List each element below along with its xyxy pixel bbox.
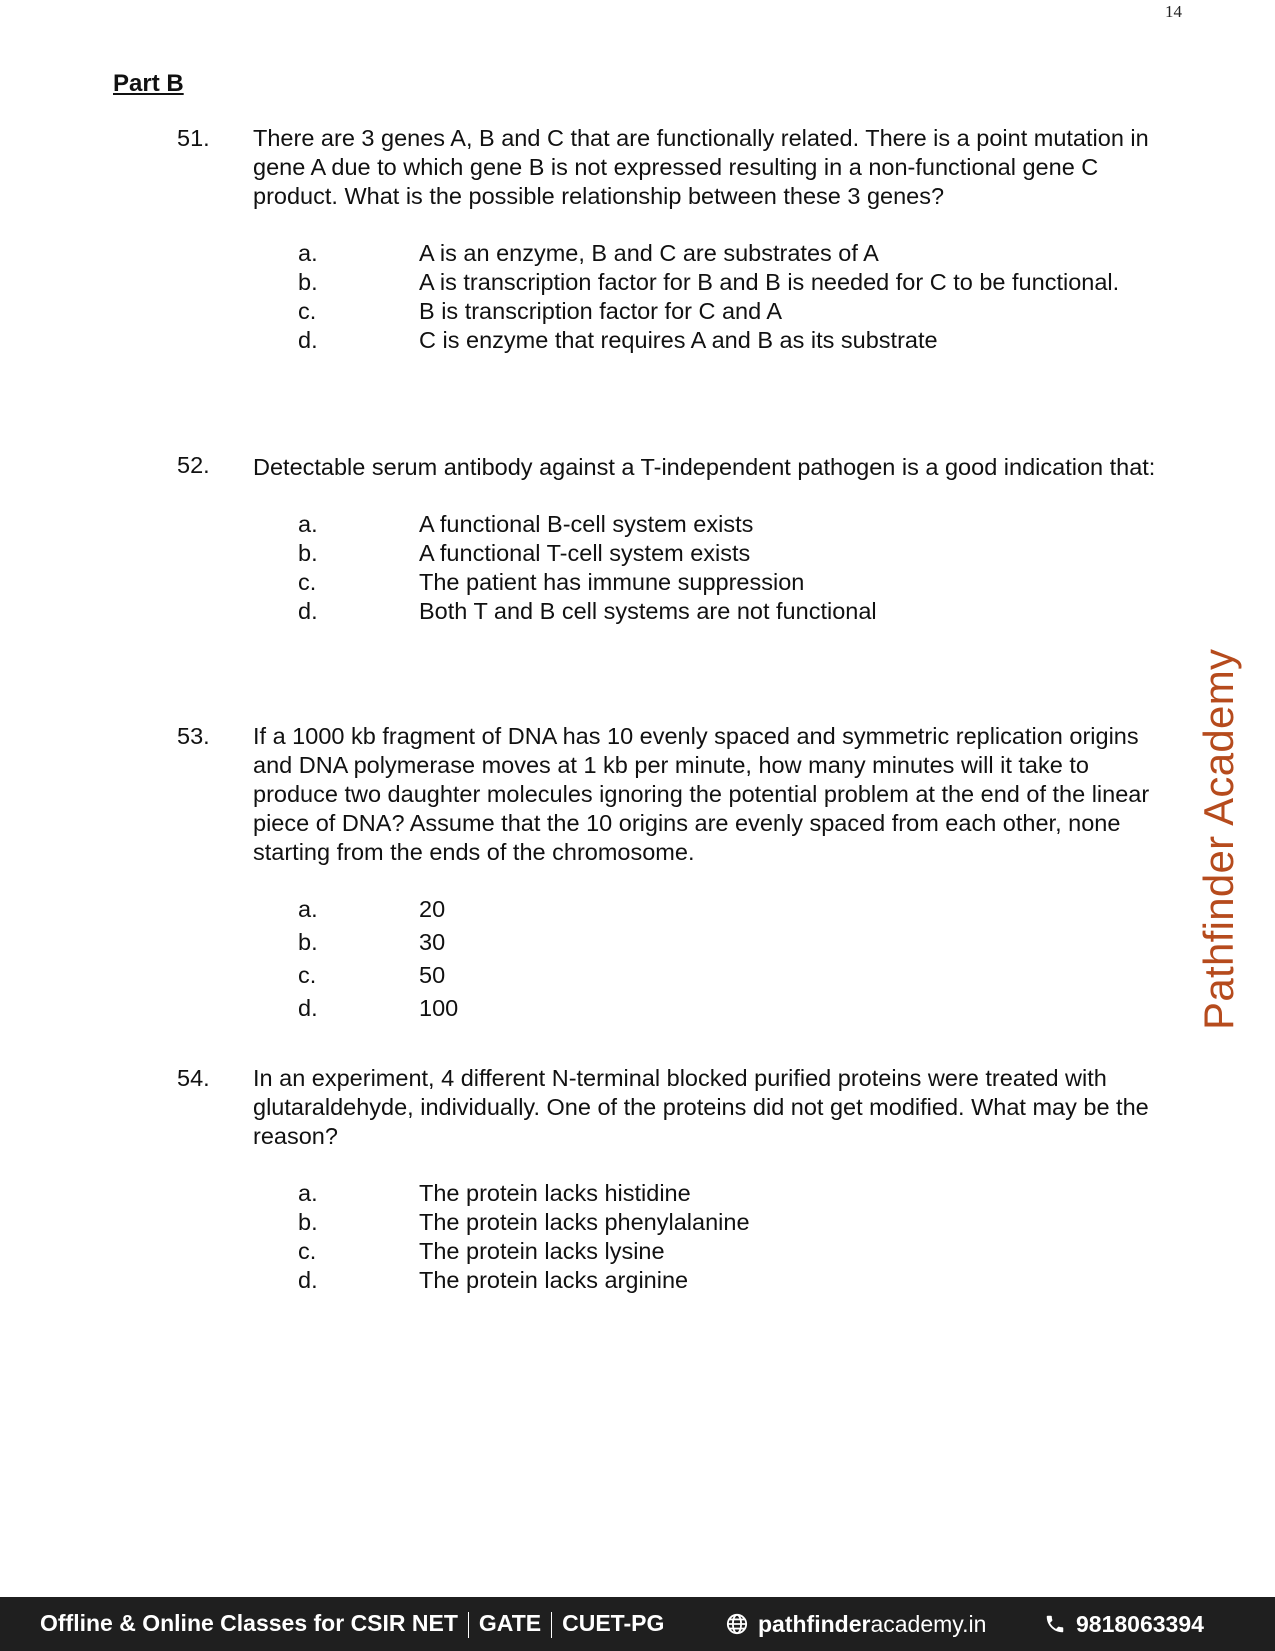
- option: [298, 1208, 1187, 1237]
- divider: [551, 1612, 552, 1638]
- website-domain: academy.in: [870, 1610, 987, 1637]
- footer-website[interactable]: [726, 1611, 986, 1638]
- option: [298, 1266, 1187, 1295]
- option-letter: a.: [298, 511, 318, 537]
- phone-icon: [1044, 1613, 1066, 1635]
- section-heading: Part B: [113, 70, 184, 97]
- option-letter: d.: [298, 598, 318, 624]
- option: [298, 597, 1187, 626]
- option: [298, 926, 1187, 959]
- tagline-csir: Offline & Online Classes for CSIR NET: [40, 1610, 458, 1637]
- option-letter: c.: [298, 298, 317, 324]
- option: [298, 893, 1187, 926]
- option-text: Both T and B cell systems are not functional: [419, 598, 877, 624]
- option-letter: a.: [298, 1180, 318, 1206]
- option: [298, 268, 1187, 297]
- option-text: 100: [419, 995, 459, 1021]
- option: [298, 992, 1187, 1025]
- option-letter: b.: [298, 269, 318, 295]
- question-number: 52.: [177, 452, 210, 478]
- option-text: The protein lacks arginine: [419, 1267, 689, 1293]
- option-text: A functional T-cell system exists: [419, 540, 751, 566]
- option-text: The protein lacks histidine: [419, 1180, 691, 1206]
- option: [298, 539, 1187, 568]
- options-list: [298, 893, 1187, 1025]
- footer-phone[interactable]: [1044, 1611, 1204, 1638]
- question-number: 53.: [177, 723, 210, 749]
- option-text: The patient has immune suppression: [419, 569, 805, 595]
- option-letter: d.: [298, 1267, 318, 1293]
- question-54: [177, 1064, 1187, 1295]
- website-name: pathfinder: [758, 1610, 871, 1637]
- option: [298, 568, 1187, 597]
- option-text: B is transcription factor for C and A: [419, 298, 783, 324]
- divider: [468, 1612, 469, 1638]
- option: [298, 959, 1187, 992]
- option-letter: d.: [298, 327, 318, 353]
- option: [298, 1237, 1187, 1266]
- option-letter: a.: [298, 896, 318, 922]
- question-text: Detectable serum antibody against a T-independent pathogen is a good indication that:: [253, 454, 1156, 480]
- globe-icon: [726, 1613, 748, 1635]
- option-text: The protein lacks phenylalanine: [419, 1209, 750, 1235]
- phone-number: 9818063394: [1076, 1610, 1204, 1637]
- options-list: [298, 239, 1187, 355]
- option: [298, 326, 1187, 355]
- option-letter: b.: [298, 1209, 318, 1235]
- option-text: A is transcription factor for B and B is needed for C to be functional.: [419, 269, 1120, 295]
- watermark: Pathfinder Academy: [1195, 648, 1242, 1030]
- question-52: [177, 451, 1187, 626]
- option-letter: c.: [298, 962, 317, 988]
- tagline-gate: GATE: [478, 1610, 542, 1637]
- option-text: 30: [419, 929, 446, 955]
- option-text: 50: [419, 962, 446, 988]
- option-letter: b.: [298, 540, 318, 566]
- option: [298, 510, 1187, 539]
- question-number: 54.: [177, 1065, 210, 1091]
- question-text: There are 3 genes A, B and C that are functionally related. There is a point mutation in gene A due to which gene B is not expressed resulting in a non-functional gene C product. What is the possible relationship between these 3 genes?: [253, 125, 1149, 209]
- option-letter: c.: [298, 1238, 317, 1264]
- footer-tagline: [40, 1610, 664, 1638]
- option: [298, 297, 1187, 326]
- question-51: [177, 124, 1187, 355]
- question-number: 51.: [177, 125, 210, 151]
- options-list: [298, 1179, 1187, 1295]
- option-letter: c.: [298, 569, 317, 595]
- option-letter: b.: [298, 929, 318, 955]
- options-list: [298, 510, 1187, 626]
- page-number: 14: [1165, 2, 1182, 21]
- tagline-cuet: CUET-PG: [562, 1610, 665, 1637]
- option-text: A functional B-cell system exists: [419, 511, 754, 537]
- option: [298, 239, 1187, 268]
- option: [298, 1179, 1187, 1208]
- option-text: A is an enzyme, B and C are substrates of A: [419, 240, 879, 266]
- option-letter: d.: [298, 995, 318, 1021]
- question-text: If a 1000 kb fragment of DNA has 10 evenly spaced and symmetric replication origins and DNA polymerase moves at 1 kb per minute, how many minutes will it take to produce two daughter molecules ignoring the potential problem at the end of the linear piece of DNA? Assume that the 10 origins are evenly spaced from each other, none starting from the ends of the chromosome.: [253, 723, 1150, 865]
- question-53: [177, 722, 1187, 1025]
- option-text: 20: [419, 896, 446, 922]
- question-text: In an experiment, 4 different N-terminal blocked purified proteins were treated with glutaraldehyde, individually. One of the proteins did not get modified. What may be the reason?: [253, 1065, 1149, 1149]
- footer-bar: [0, 1597, 1275, 1651]
- option-text: C is enzyme that requires A and B as its substrate: [419, 327, 938, 353]
- option-letter: a.: [298, 240, 318, 266]
- option-text: The protein lacks lysine: [419, 1238, 665, 1264]
